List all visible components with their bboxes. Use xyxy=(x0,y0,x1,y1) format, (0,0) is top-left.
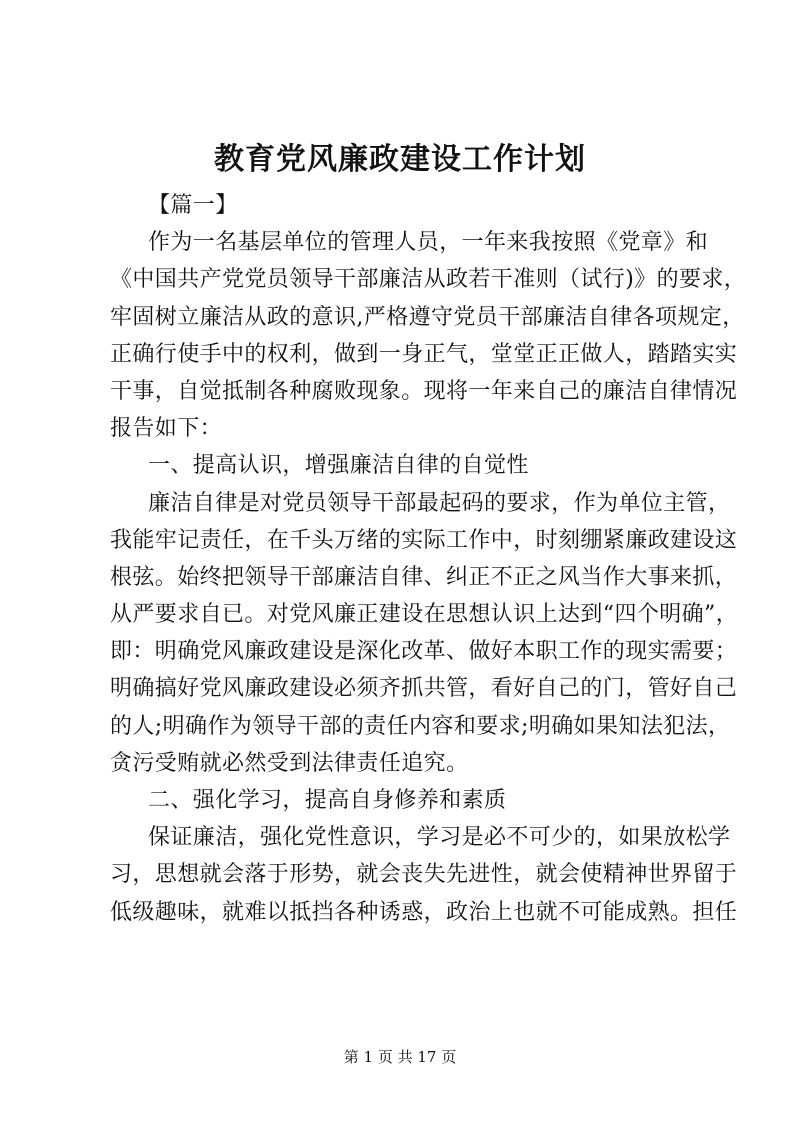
section-heading: 二、强化学习，提高自身修养和素质 xyxy=(148,788,507,813)
paragraph-line: 贪污受贿就必然受到法律责任追究。 xyxy=(110,750,469,776)
paragraph-line: 廉洁自律是对党员领导干部最起码的要求，作为单位主管， xyxy=(148,490,731,516)
paragraph-line: 的人;明确作为领导干部的责任内容和要求;明确如果知法犯法， xyxy=(110,713,731,739)
document-title: 教育党风廉政建设工作计划 xyxy=(214,142,586,177)
document-body xyxy=(110,187,747,931)
paragraph-line: 干事，自觉抵制各种腐败现象。现将一年来自己的廉洁自律情况 xyxy=(110,378,738,404)
paragraph-line: 作为一名基层单位的管理人员，一年来我按照《党章》和 xyxy=(148,230,709,256)
paragraph-line: 即：明确党风廉政建设是深化改革、做好本职工作的现实需要； xyxy=(110,639,738,665)
paragraph-line: 从严要求自已。对党风廉正建设在思想认识上达到“四个明确”， xyxy=(110,602,739,628)
page-number-footer: 第 1 页 共 17 页 xyxy=(343,1048,457,1066)
paragraph-line: 明确搞好党风廉政建设必须齐抓共管，看好自己的门，管好自己 xyxy=(110,676,738,702)
paragraph-line: 习，思想就会落于形势，就会丧失先进性，就会使精神世界留于 xyxy=(110,862,738,888)
section-label: 【篇一】 xyxy=(148,193,238,218)
paragraph-line: 报告如下： xyxy=(110,416,223,442)
paragraph-line: 我能牢记责任，在千头万绪的实际工作中，时刻绷紧廉政建设这 xyxy=(110,527,738,553)
section-heading: 一、提高认识，增强廉洁自律的自觉性 xyxy=(148,453,529,479)
paragraph-line: 正确行使手中的权利，做到一身正气，堂堂正正做人，踏踏实实 xyxy=(110,341,738,367)
paragraph-line: 牢固树立廉洁从政的意识,严格遵守党员干部廉洁自律各项规定， xyxy=(110,304,745,330)
paragraph-line: 《中国共产党党员领导干部廉洁从政若干准则（试行)》的要求， xyxy=(110,267,747,293)
paragraph-line: 保证廉洁，强化党性意识，学习是必不可少的，如果放松学 xyxy=(148,825,731,851)
paragraph-line: 根弦。始终把领导干部廉洁自律、纠正不正之风当作大事来抓， xyxy=(110,564,738,590)
paragraph-line: 低级趣味，就难以抵挡各种诱惑，政治上也就不可能成熟。担任 xyxy=(110,899,738,925)
